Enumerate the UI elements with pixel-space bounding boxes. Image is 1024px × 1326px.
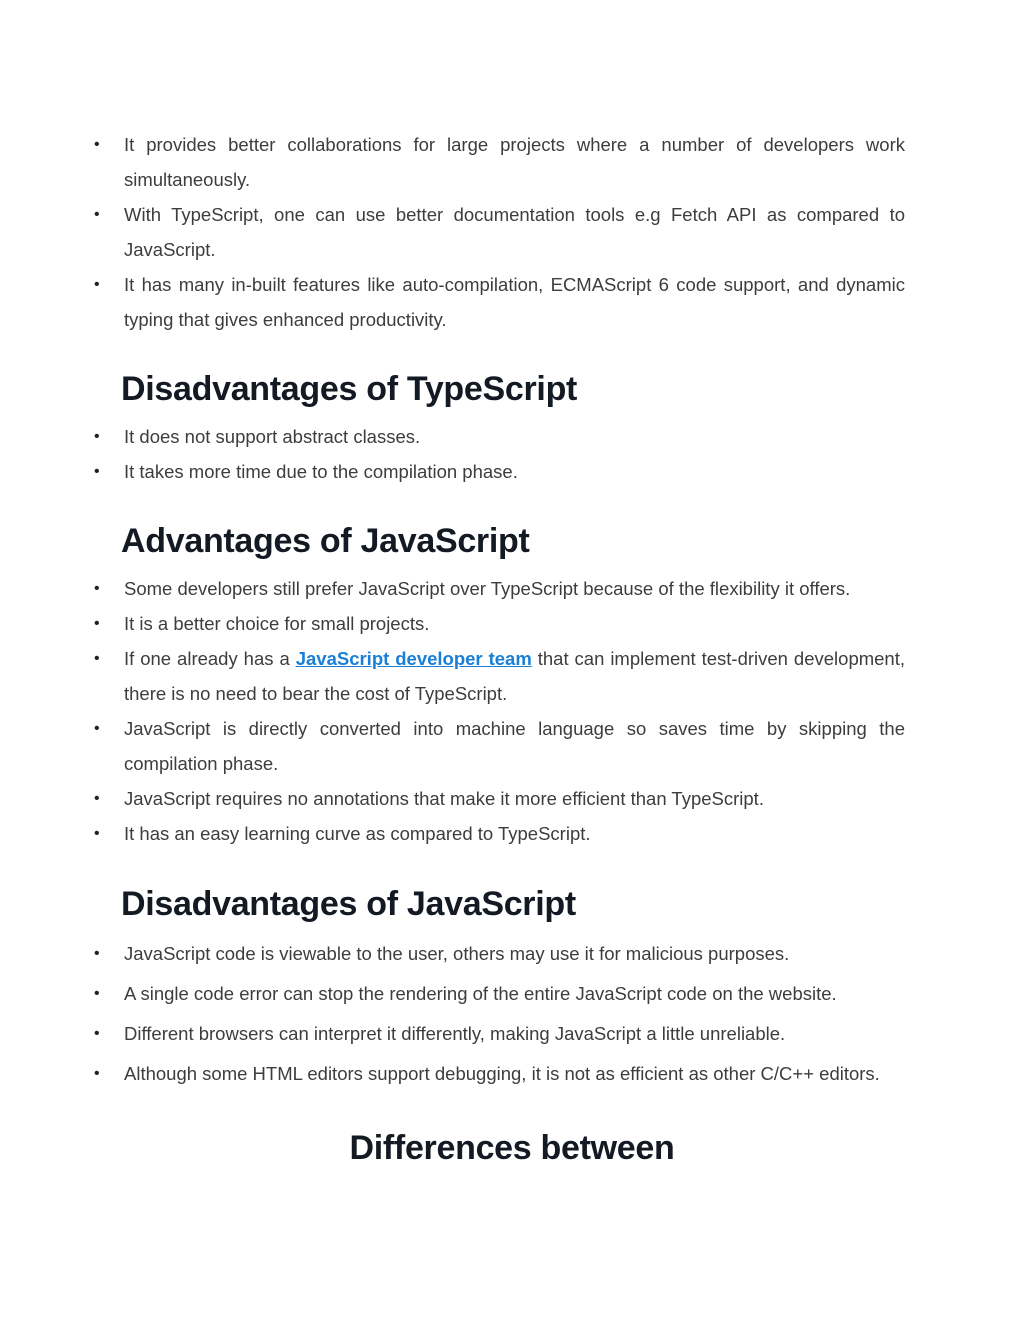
js-advantages-list [90,571,905,851]
list-item: • JavaScript code is viewable to the user, others may use it for malicious purposes. [90,936,905,971]
list-item: • JavaScript requires no annotations that make it more efficient than TypeScript. [90,781,905,816]
list-item: • With TypeScript, one can use better documentation tools e.g Fetch API as compared to JavaScript. [90,197,905,267]
ts-disadvantages-list [90,419,905,489]
intro-list [90,127,905,337]
list-item: • It has an easy learning curve as compared to TypeScript. [90,816,905,851]
list-item: • JavaScript is directly converted into machine language so saves time by skipping the compilation phase. [90,711,905,781]
list-item: • It has many in-built features like auto-compilation, ECMAScript 6 code support, and dynamic typing that gives enhanced productivity. [90,267,905,337]
section-heading-differences: Differences between [349,1129,675,1167]
list-item: • It does not support abstract classes. [90,419,905,454]
link-item-before: If one already has a [124,648,296,669]
link-item-after: that can implement test-driven development, there is no need to bear the cost of TypeScript. [124,648,905,704]
list-item-with-link [90,641,905,711]
section-heading-js-disadvantages: Disadvantages of JavaScript [121,885,576,923]
list-item: • It provides better collaborations for large projects where a number of developers work simultaneously. [90,127,905,197]
list-item: • Although some HTML editors support debugging, it is not as efficient as other C/C++ editors. [90,1056,905,1091]
list-item: • Different browsers can interpret it differently, making JavaScript a little unreliable. [90,1016,905,1051]
list-item: • It is a better choice for small projects. [90,606,905,641]
list-item: • It takes more time due to the compilation phase. [90,454,905,489]
section-heading-js-advantages: Advantages of JavaScript [121,522,530,560]
js-disadvantages-list [90,936,905,1096]
list-item: • Some developers still prefer JavaScript over TypeScript because of the flexibility it offers. [90,571,905,606]
list-item: • A single code error can stop the rendering of the entire JavaScript code on the website. [90,976,905,1011]
javascript-developer-team-link[interactable]: JavaScript developer team [295,648,532,669]
section-heading-ts-disadvantages: Disadvantages of TypeScript [121,370,578,408]
